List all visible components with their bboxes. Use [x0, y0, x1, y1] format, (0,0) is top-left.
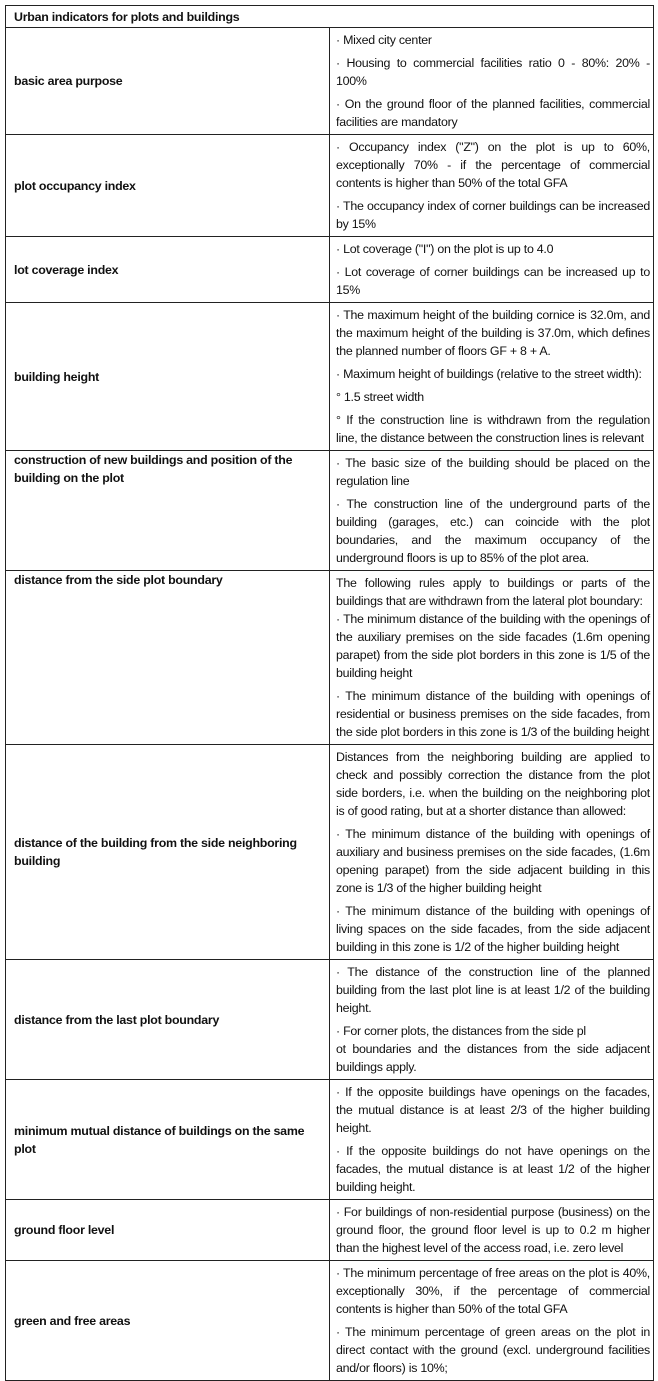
- row-content: [330, 135, 654, 237]
- table-row: [6, 745, 654, 960]
- table-row: [6, 1261, 654, 1381]
- rule-paragraph: · For buildings of non-residential purpose (business) on the ground floor, the ground floor level is up to 0.2 m higher than the highest level of the access road, i.e. zero level: [336, 1205, 650, 1255]
- rule-paragraph: · Lot coverage of corner buildings can be increased up to 15%: [336, 265, 650, 297]
- row-label: distance from the last plot boundary: [6, 960, 330, 1080]
- table-row: [6, 1200, 654, 1261]
- row-content: [330, 1200, 654, 1261]
- row-content: [330, 571, 654, 745]
- rule-paragraph: · Mixed city center: [336, 33, 432, 47]
- row-label: plot occupancy index: [6, 135, 330, 237]
- row-content: [330, 1261, 654, 1381]
- rule-paragraph: ° 1.5 street width: [336, 390, 424, 404]
- table-row: [6, 28, 654, 135]
- rule-paragraph: ° If the construction line is withdrawn from the regulation line, the distance between the construction lines is relevant: [336, 413, 650, 445]
- rule-paragraph: · The construction line of the underground parts of the building (garages, etc.) can coincide with the plot boundaries, and the maximum occupancy of the underground floors is up to 85% of the plot area.: [336, 497, 650, 565]
- row-content: [330, 28, 654, 135]
- rule-paragraph: · The minimum distance of the building with openings of living spaces on the side facades, from the side adjacent building in this zone is 1/2 of the higher building height: [336, 904, 650, 954]
- row-content: [330, 303, 654, 451]
- rule-paragraph: · For corner plots, the distances from the side pl ot boundaries and the distances from the side adjacent buildings apply.: [336, 1024, 650, 1074]
- row-label: minimum mutual distance of buildings on the same plot: [6, 1080, 330, 1200]
- row-label: lot coverage index: [6, 237, 330, 303]
- row-label: distance of the building from the side neighboring building: [6, 745, 330, 960]
- row-content: [330, 745, 654, 960]
- table-row: [6, 571, 654, 745]
- rule-paragraph: · If the opposite buildings do not have openings on the facades, the mutual distance is at least 1/2 of the higher building height.: [336, 1144, 650, 1194]
- urban-indicators-table: [5, 5, 654, 1381]
- table-title: Urban indicators for plots and buildings: [6, 6, 654, 28]
- table-row: [6, 303, 654, 451]
- rule-paragraph: · The distance of the construction line of the planned building from the last plot line is at least 1/2 of the building height.: [336, 965, 650, 1015]
- rule-paragraph: · Lot coverage ("I") on the plot is up to 4.0: [336, 242, 554, 256]
- row-content: [330, 237, 654, 303]
- rule-paragraph: · The minimum distance of the building with openings of residential or business premises on the side facades, from the side plot borders in this zone is 1/3 of the building height: [336, 689, 650, 739]
- row-content: [330, 1080, 654, 1200]
- rule-paragraph: · If the opposite buildings have openings on the facades, the mutual distance is at least 2/3 of the higher building height.: [336, 1085, 650, 1135]
- rule-paragraph: · The minimum percentage of green areas on the plot in direct contact with the ground (excl. underground facilities and/or floors) is 10%;: [336, 1325, 650, 1375]
- row-label: distance from the side plot boundary: [6, 571, 330, 745]
- table-header-row: [6, 6, 654, 28]
- row-label: green and free areas: [6, 1261, 330, 1381]
- table-row: [6, 451, 654, 571]
- rule-paragraph: · The occupancy index of corner buildings can be increased by 15%: [336, 199, 650, 231]
- rule-paragraph: · The minimum percentage of free areas on the plot is 40%, exceptionally 30%, if the percentage of commercial contents is higher than 50% of the total GFA: [336, 1266, 650, 1316]
- row-label: basic area purpose: [6, 28, 330, 135]
- rule-paragraph: · On the ground floor of the planned facilities, commercial facilities are mandatory: [336, 97, 650, 129]
- table-row: [6, 960, 654, 1080]
- rule-paragraph: Distances from the neighboring building are applied to check and possibly correction the distance from the plot side borders, i.e. when the building on the neighboring plot is of good rating, but at a shorter distance than allowed:: [336, 750, 650, 818]
- row-content: [330, 960, 654, 1080]
- rule-paragraph: · Housing to commercial facilities ratio 0 - 80%: 20% - 100%: [336, 56, 650, 88]
- table-row: [6, 1080, 654, 1200]
- rule-paragraph: · Occupancy index ("Z") on the plot is up to 60%, exceptionally 70% - if the percentage of commercial contents is higher than 50% of the total GFA: [336, 140, 650, 190]
- rule-paragraph: · The maximum height of the building cornice is 32.0m, and the maximum height of the building is 37.0m, which defines the planned number of floors GF + 8 + A.: [336, 308, 650, 358]
- table-row: [6, 237, 654, 303]
- rule-paragraph: · The basic size of the building should be placed on the regulation line: [336, 456, 650, 488]
- row-label: construction of new buildings and position of the building on the plot: [6, 451, 330, 571]
- rule-paragraph: The following rules apply to buildings or parts of the buildings that are withdrawn from the lateral plot boundary: · The minimum distance of the building with the openings of the auxiliary premises on the side facades (1.6m opening parapet) from the side plot borders in this zone is 1/5 of the building height: [336, 576, 650, 680]
- rule-paragraph: · The minimum distance of the building with openings of auxiliary and business premises on the side facades, (1.6m opening parapet) from the side adjacent building in this zone is 1/3 of the higher building height: [336, 827, 650, 895]
- table-row: [6, 135, 654, 237]
- rule-paragraph: · Maximum height of buildings (relative to the street width):: [336, 367, 642, 381]
- row-content: [330, 451, 654, 571]
- row-label: ground floor level: [6, 1200, 330, 1261]
- row-label: building height: [6, 303, 330, 451]
